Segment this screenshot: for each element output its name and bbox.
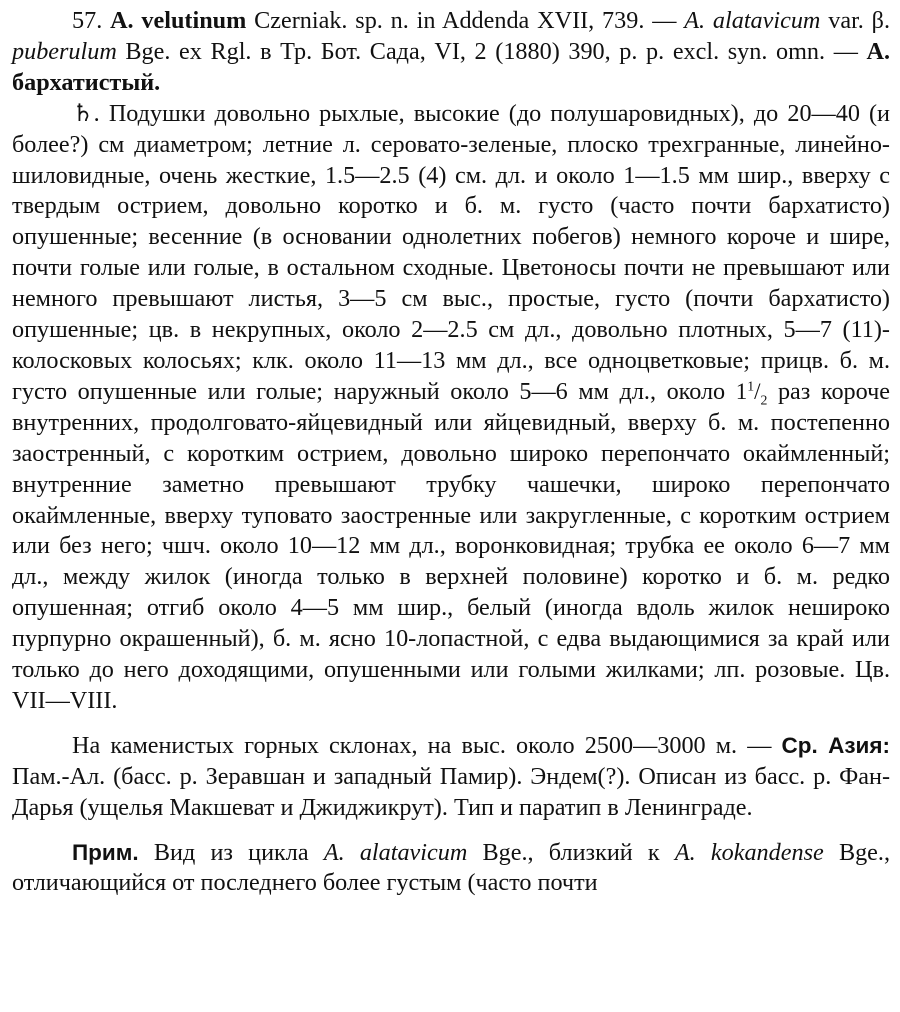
- note-paragraph: Прим. Вид из цикла A. alatavicum Bge., близкий к A. kokandense Bge., отличающийся от последнего более густым (часто почти: [12, 838, 890, 897]
- shrub-symbol-icon: ♄.: [72, 99, 100, 127]
- species-heading: 57. A. velutinum Czerniak. sp. n. in Addenda XVII, 739. — A. alatavicum var. β. puberulum Bge. ex Rgl. в Тр. Бот. Сада, VI, 2 (1880) 390, p. p. excl. syn. omn. — А. бархатистый.: [12, 7, 891, 96]
- entry-number: 57.: [72, 7, 103, 34]
- species-name: A. velutinum: [110, 7, 247, 34]
- synonym-citation: Bge. ex Rgl. в Тр. Бот. Сада, VI, 2 (1880) 390, p. p. excl. syn. omn.: [116, 37, 826, 65]
- russian-name: А. бархатистый.: [12, 37, 891, 96]
- document-page: [12, 6, 890, 899]
- habitat-paragraph: На каменистых горных склонах, на выс. около 2500—3000 м. — Ср. Азия: Пам.-Ал. (басс. р. Зеравшан и западный Памир). Эндем(?). Описан из басс. р. Фан-Дарья (ущелья Макшеват и Джиджикрут). Тип и паратип в Ленинграде.: [12, 731, 890, 821]
- fraction-value: $1^1/_2$: [735, 378, 768, 408]
- region-label: Ср. Азия:: [781, 732, 890, 758]
- species-authority: Czerniak. sp. n. in Addenda XVII, 739.: [254, 7, 645, 34]
- related-species-1: A. alatavicum: [323, 838, 468, 866]
- synonym-name: A. alatavicum: [684, 7, 821, 34]
- note-label: Прим.: [72, 839, 139, 865]
- description-paragraph: ♄. Подушки довольно рыхлые, высокие (до полушаровидных), до 20—40 (и более?) см диаметром; летние л. серовато-зеленые, плоско трехгранные, линейно-шиловидные, очень жесткие, 1.5—2.5 (4) см. дл. и около 1—1.5 мм шир., вверху с твердым острием, довольно коротко и б. м. густо (часто почти бархатисто) опушенные; весенние (в основании однолетних побегов) немного короче и шире, почти голые или голые, в остальном сходные. Цветоносы почти не превышают или немного превышают листья, 3—5 см выс., простые, густо (почти бархатисто) опушенные; цв. в некрупных, около 2—2.5 см дл., довольно плотных, 5—7 (11)-колосковых колосьях; клк. около 11—13 мм дл., все одноцветковые; прицв. б. м. густо опушенные или голые; наружный около 5—6 мм дл., около $1^1/_2$ раз короче внутренних, продолговато-яйцевидный или яйцевидный, вверху б. м. постепенно заостренный, с коротким острием, довольно широко перепончато окаймленный; внутренние заметно превышают трубку чашечки, широко перепончато окаймленные, вверху туповато заостренные или закругленные, с коротким острием или без него; чшч. около 10—12 мм дл., воронковидная; трубка ее около 6—7 мм дл., между жилок (иногда только в верхней половине) коротко и б. м. редко опушенная; отгиб около 4—5 мм шир., белый (иногда вдоль жилок неширoко пурпурно окрашенный), б. м. ясно 10-лопастной, с едва выдающимися за край или только до него доходящими, опушенными или голыми жилками; лп. розовые. Цв. VII—VIII.: [12, 99, 891, 714]
- variety-name: puberulum: [12, 37, 117, 65]
- related-species-2: A. kokandense: [674, 838, 824, 866]
